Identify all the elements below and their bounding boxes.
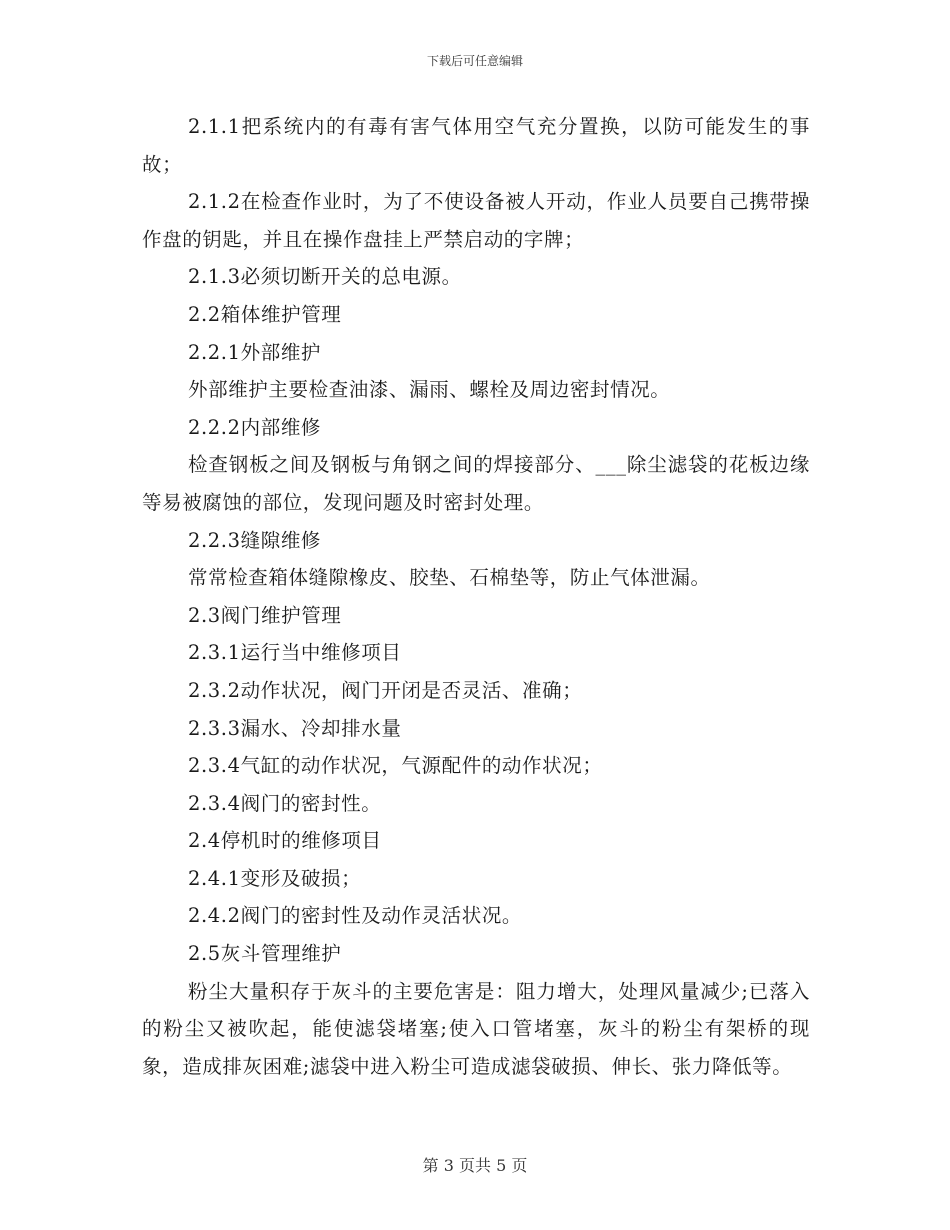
paragraph-2-1-1: 2.1.1把系统内的有毒有害气体用空气充分置换，以防可能发生的事故； (142, 115, 810, 176)
paragraph-2-1-3: 2.1.3必须切断开关的总电源。 (188, 265, 462, 289)
paragraph-internal-repair: 检查钢板之间及钢板与角钢之间的焊接部分、___除尘滤袋的花板边缘等易被腐蚀的部位，发现问题及时密封处理。 (142, 453, 810, 514)
paragraph-hopper-hazards: 粉尘大量积存于灰斗的主要危害是：阻力增大，处理风量减少;已落入的粉尘又被吹起，能使滤袋堵塞;使入口管堵塞，灰斗的粉尘有架桥的现象，造成排灰困难;滤袋中进入粉尘可造成滤袋破损、伸长、张力降低等。 (142, 979, 810, 1078)
paragraph-2-3-2: 2.3.2动作状况，阀门开闭是否灵活、准确； (188, 678, 583, 702)
paragraph-2-3-4b: 2.3.4阀门的密封性。 (188, 791, 382, 815)
heading-2-2-1: 2.2.1外部维护 (188, 340, 322, 364)
paragraph-2-3-3: 2.3.3漏水、冷却排水量 (188, 716, 402, 740)
page-number: 第 3 页共 5 页 (422, 1156, 528, 1175)
heading-2-2: 2.2箱体维护管理 (188, 302, 342, 326)
paragraph-2-4-1: 2.4.1变形及破损； (188, 866, 362, 890)
heading-2-5: 2.5灰斗管理维护 (188, 942, 342, 966)
page-header: 下载后可任意编辑 (426, 54, 523, 68)
heading-2-3: 2.3阀门维护管理 (188, 603, 342, 627)
paragraph-2-4-2: 2.4.2阀门的密封性及动作灵活状况。 (188, 904, 523, 928)
paragraph-2-3-4a: 2.3.4气缸的动作状况，气源配件的动作状况； (188, 754, 603, 778)
paragraph-external-maintenance: 外部维护主要检查油漆、漏雨、螺栓及周边密封情况。 (188, 378, 671, 402)
paragraph-gap-repair: 常常检查箱体缝隙橡皮、胶垫、石棉垫等，防止气体泄漏。 (188, 566, 711, 590)
document-body (142, 108, 810, 1085)
heading-2-2-2: 2.2.2内部维修 (188, 415, 322, 439)
heading-2-2-3: 2.2.3缝隙维修 (188, 528, 322, 552)
paragraph-2-1-2: 2.1.2在检查作业时，为了不使设备被人开动，作业人员要自己携带操作盘的钥匙，并且在操作盘挂上严禁启动的字牌； (142, 190, 810, 251)
heading-2-4: 2.4停机时的维修项目 (188, 829, 382, 853)
paragraph-2-3-1: 2.3.1运行当中维修项目 (188, 641, 402, 665)
